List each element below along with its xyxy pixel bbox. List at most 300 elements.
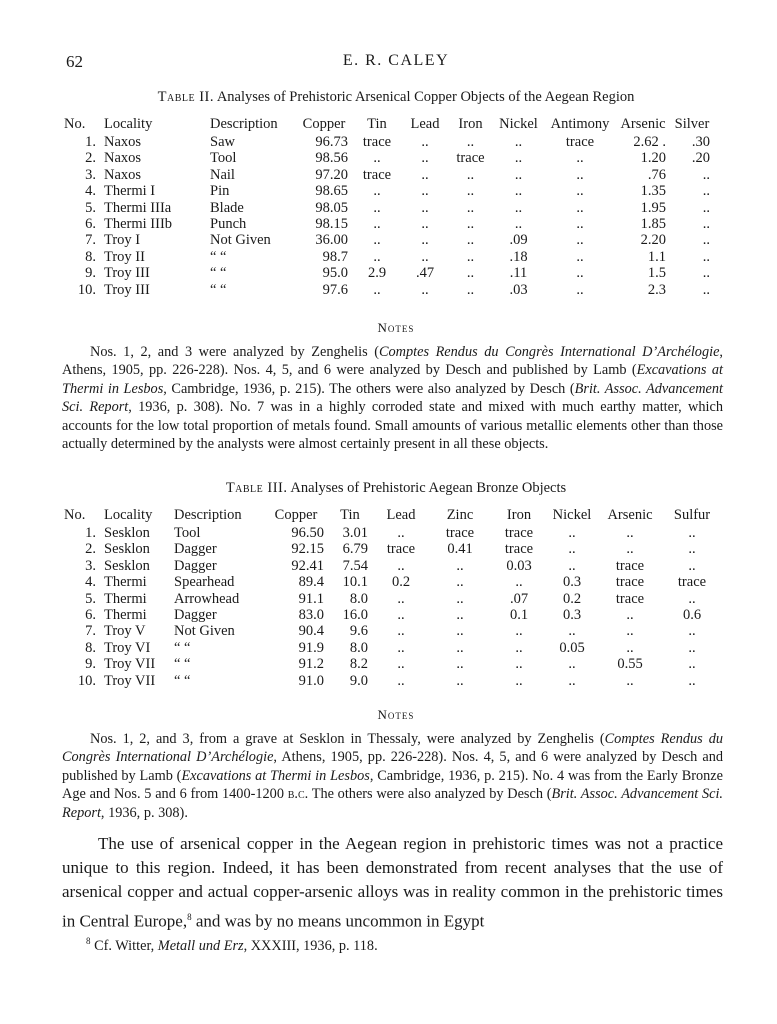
table-cell: .. [397, 656, 405, 673]
table-cell: Spearhead [174, 574, 235, 591]
table-cell: Tool [174, 525, 201, 541]
table-cell: .. [466, 183, 475, 200]
table3-caption [66, 480, 726, 497]
table-cell: 95.0 [322, 265, 348, 282]
table-cell: 97.6 [322, 281, 348, 298]
table-cell: .. [456, 656, 464, 673]
table-cell: .. [514, 199, 523, 216]
table-cell: 96.50 [291, 525, 324, 541]
table-cell: .. [576, 232, 584, 249]
table-cell: 96.73 [315, 134, 348, 150]
table-cell: 9.6 [349, 623, 368, 640]
table-cell: 98.15 [315, 216, 348, 233]
table-cell: Troy VI [104, 639, 151, 656]
table-row [60, 282, 714, 298]
footnote-source: Metall und Erz [157, 937, 244, 954]
table-cell: Troy VII [104, 656, 156, 673]
table-cell: Dagger [174, 541, 217, 558]
table-cell: .20 [691, 150, 710, 167]
table3-notes [62, 730, 723, 822]
table-cell: .. [576, 150, 584, 167]
table-cell: 8.0 [349, 590, 368, 607]
table-cell: .. [456, 557, 464, 574]
table-cell: 1. [85, 134, 96, 150]
table-cell: .. [397, 639, 405, 656]
table-cell: Troy III [104, 281, 150, 298]
table2 [60, 114, 714, 298]
table-cell: Not Given [210, 232, 271, 249]
table-cell: 7. [85, 623, 96, 640]
table-cell: .. [466, 134, 475, 150]
table-row [60, 525, 720, 541]
table-cell: 10.1 [342, 574, 368, 591]
table-row [60, 656, 720, 672]
table2-notes [62, 343, 723, 453]
table-row [60, 673, 720, 689]
table-cell: .. [688, 623, 696, 640]
table-cell: .. [702, 265, 710, 282]
table-cell: Naxos [104, 150, 142, 167]
table-row [60, 558, 720, 574]
table-cell: 1.1 [647, 248, 666, 265]
table-cell: .. [568, 525, 576, 541]
table-cell: Troy VII [104, 672, 156, 689]
table-cell: .. [576, 248, 584, 265]
table-cell: “ “ [174, 672, 191, 689]
table-row [60, 623, 720, 639]
table-cell: .. [576, 183, 584, 200]
table-row [60, 150, 714, 166]
table3-column-header: Iron [506, 506, 532, 523]
table-cell: 98.7 [322, 248, 348, 265]
table-cell: 97.20 [315, 166, 348, 183]
table-cell: 98.65 [315, 183, 348, 200]
table-cell: .. [626, 525, 634, 541]
body-text: The use of arsenical copper in the Aegean region in prehistoric times was not a practice unique to this region. Indeed, it has been demonstrated from recent analyses that the use of arsenical copper and actual copper-arsenic alloys was in reality common in the prehistoric times in Central Europe, [62, 834, 723, 931]
table-cell: Sesklon [104, 557, 150, 574]
table-cell: 90.4 [298, 623, 324, 640]
body-paragraph [62, 832, 723, 933]
table-cell: .. [576, 166, 584, 183]
table3-notes-title: Notes [377, 707, 415, 722]
table-cell: .. [373, 199, 381, 216]
table-cell: 3. [85, 166, 96, 183]
table-cell: .. [373, 183, 381, 200]
table-cell: “ “ [210, 281, 227, 298]
table-cell: 9.0 [349, 672, 368, 689]
table-cell: .30 [691, 134, 710, 150]
table-cell: trace [504, 541, 534, 558]
table2-column-header: Arsenic [620, 115, 666, 132]
table3-column-header: Tin [340, 506, 360, 523]
table-cell: trace [677, 574, 707, 591]
table-cell: trace [445, 525, 475, 541]
table-cell: Blade [210, 199, 244, 216]
table-cell: 0.2 [562, 590, 582, 607]
table-cell: .. [397, 557, 405, 574]
table-cell: .. [576, 265, 584, 282]
table-cell: 91.9 [298, 639, 324, 656]
table-cell: 10. [77, 672, 96, 689]
table-cell: 36.00 [315, 232, 348, 249]
table-cell: “ “ [210, 248, 227, 265]
table-cell: .. [514, 216, 523, 233]
running-head: E. R. CALEY [342, 52, 450, 69]
table-cell: .. [515, 656, 523, 673]
footnote-ref: 8 [187, 911, 192, 922]
table-cell: .. [421, 183, 429, 200]
table-cell: .. [515, 574, 523, 591]
table-cell: Thermi I [104, 183, 156, 200]
notes2-citation: Excavations at Thermi in Lesbos [62, 362, 723, 397]
table-cell: 0.1 [509, 607, 529, 624]
table-cell: Sesklon [104, 541, 150, 558]
table-cell: trace [504, 525, 534, 541]
table-cell: .. [688, 672, 696, 689]
table-cell: .. [421, 150, 429, 167]
table-cell: 92.15 [291, 541, 324, 558]
table3-title: Analyses of Prehistoric Aegean Bronze Objects [290, 480, 567, 496]
notes3-text: , Cambridge, 1936, p. 215). No. 4 was from the Early Bronze Age and Nos. 5 and 6 from 1400-1200 [62, 767, 723, 803]
table-cell: .. [688, 525, 696, 541]
table-cell: Arrowhead [174, 590, 240, 607]
table-cell: .. [568, 656, 576, 673]
table-cell: 98.05 [315, 199, 348, 216]
table2-label: Table II. [157, 89, 214, 105]
table-cell: 8.0 [349, 639, 368, 656]
notes2-text: , 1936, p. 308). No. 7 was in a highly corroded state and mixed with much earthy matter, which accounts for the low total proportion of metals found. Small amounts of various metallic elements other than those actually determined by the analysts were almost certainly present in all these objects. [62, 399, 723, 453]
table-cell: trace [615, 590, 645, 607]
table-cell: trace [362, 166, 392, 183]
table-cell: 2.9 [367, 265, 387, 282]
table-cell: .. [568, 557, 576, 574]
footnote-mark: 8 [86, 936, 91, 946]
table3-label: Table III. [225, 480, 288, 496]
table2-caption [66, 89, 726, 106]
table3-column-header: Description [174, 506, 242, 523]
table-cell: .18 [509, 248, 528, 265]
table-cell: .. [397, 525, 405, 541]
table-cell: 91.0 [298, 672, 324, 689]
table-row [60, 216, 714, 232]
table-row [60, 249, 714, 265]
table-cell: .. [702, 166, 710, 183]
table-cell: Troy V [104, 623, 146, 640]
table-cell: 2.62 . [633, 134, 666, 150]
table2-column-header: Silver [674, 115, 710, 132]
page-header [66, 52, 726, 74]
table-cell: .. [688, 590, 696, 607]
table2-column-header: Copper [302, 115, 346, 132]
table3 [60, 505, 720, 689]
table-cell: Dagger [174, 607, 217, 624]
table-cell: .. [702, 232, 710, 249]
table-cell: Thermi [104, 590, 147, 607]
table-cell: 91.1 [298, 590, 324, 607]
table-cell: .. [421, 134, 429, 150]
table-cell: Troy I [104, 232, 141, 249]
table-cell: .. [688, 656, 696, 673]
notes2-text: Nos. 1, 2, and 3 were analyzed by Zenghelis ( [90, 344, 379, 360]
table2-column-header: Locality [104, 115, 153, 132]
table-row [60, 167, 714, 183]
table3-column-header: Lead [386, 506, 416, 523]
table-cell: 3.01 [342, 525, 368, 541]
table-cell: 2. [85, 541, 96, 558]
table-cell: trace [386, 541, 416, 558]
notes3-text: , 1936, p. 308). [100, 804, 188, 821]
table3-column-header: Copper [274, 506, 318, 523]
table-cell: .. [373, 150, 381, 167]
table-cell: .. [397, 590, 405, 607]
table-cell: Troy III [104, 265, 150, 282]
table-cell: 83.0 [298, 607, 324, 624]
table-cell: 8.2 [349, 656, 368, 673]
table-cell: 7. [85, 232, 96, 249]
table-cell: .. [421, 199, 429, 216]
table2-column-header: Description [210, 115, 278, 132]
table-cell: .11 [509, 265, 528, 282]
table-cell: Naxos [104, 134, 142, 150]
table-cell: .. [466, 232, 475, 249]
table-cell: 10. [77, 281, 96, 298]
table-cell: 0.3 [562, 574, 582, 591]
table-cell: .. [626, 672, 634, 689]
table-cell: trace [615, 557, 645, 574]
table-cell: .. [397, 623, 405, 640]
table-cell: .. [514, 134, 523, 150]
table-cell: .. [688, 639, 696, 656]
table-cell: 6. [85, 216, 96, 233]
table3-column-header: Locality [104, 506, 153, 523]
table-cell: Pin [210, 183, 230, 200]
table-cell: .. [576, 216, 584, 233]
table-row [60, 200, 714, 216]
table-cell: .. [466, 216, 475, 233]
table-cell: .. [514, 150, 523, 167]
table-cell: Thermi IIIb [104, 216, 173, 233]
table2-column-header: Tin [367, 115, 387, 132]
table-cell: 8. [85, 248, 96, 265]
table-cell: .. [466, 199, 475, 216]
table-cell: .. [568, 623, 576, 640]
table-row [60, 232, 714, 248]
table3-column-header: Zinc [446, 506, 474, 523]
table-cell: Troy II [104, 248, 145, 265]
body-text: and was by no means uncommon in Egypt [191, 911, 485, 931]
table2-column-header: Lead [410, 115, 440, 132]
table-cell: .. [688, 541, 696, 558]
table-cell: .. [702, 248, 710, 265]
table-cell: .. [515, 639, 523, 656]
table-cell: .. [421, 232, 429, 249]
table2-column-header: Antimony [550, 115, 610, 132]
notes2-citation: Comptes Rendus du Congrès International D’Archélogie [378, 344, 720, 360]
table2-column-header: No. [64, 115, 86, 132]
table-cell: 1.20 [640, 150, 666, 167]
table-row [60, 607, 720, 623]
table-cell: 0.03 [506, 557, 532, 574]
table-cell: 0.55 [617, 656, 643, 673]
table-cell: .. [456, 639, 464, 656]
table-cell: 7.54 [342, 557, 368, 574]
table-cell: .. [397, 672, 405, 689]
table-cell: .. [514, 183, 523, 200]
notes3-text: The others were also analyzed by Desch ( [308, 786, 552, 803]
table-cell: .. [568, 672, 576, 689]
table-cell: 4. [85, 574, 96, 591]
table-cell: 0.2 [391, 574, 411, 591]
table-cell: .76 [647, 166, 666, 183]
notes3-citation: Comptes Rendus du Congrès International D’Archélogie [62, 731, 723, 766]
table3-column-header: Nickel [552, 506, 592, 523]
table-cell: 16.0 [342, 607, 368, 624]
table2-column-header: Nickel [499, 115, 538, 132]
table-cell: .. [466, 166, 475, 183]
table-cell: .. [688, 557, 696, 574]
notes3-citation: Brit. Assoc. Advancement Sci. Report [62, 786, 723, 821]
table-cell: .03 [509, 281, 528, 298]
table-cell: Not Given [174, 623, 235, 640]
notes3-era: b.c. [287, 786, 309, 803]
table-cell: .. [626, 639, 634, 656]
table-cell: Thermi IIIa [104, 199, 172, 216]
table-cell: 1.5 [647, 265, 666, 282]
table2-notes-title: Notes [377, 320, 415, 335]
table-cell: 92.41 [291, 557, 324, 574]
table-row [60, 265, 714, 281]
table-cell: .. [515, 623, 523, 640]
table-row [60, 574, 720, 590]
table-cell: .. [702, 199, 710, 216]
table-cell: .. [456, 574, 464, 591]
table-cell: .. [373, 248, 381, 265]
table-cell: 3. [85, 557, 96, 574]
table-cell: .. [626, 623, 634, 640]
table-cell: .09 [509, 232, 528, 249]
table-cell: .. [466, 281, 475, 298]
table-cell: Dagger [174, 557, 217, 574]
table-row [60, 541, 720, 557]
table-cell: .. [421, 166, 429, 183]
table-cell: 8. [85, 639, 96, 656]
table-cell: 6. [85, 607, 96, 624]
table-cell: Tool [210, 150, 237, 167]
table-cell: “ “ [210, 265, 227, 282]
table-cell: .. [397, 607, 405, 624]
table-cell: trace [615, 574, 645, 591]
table-cell: .. [626, 541, 634, 558]
footnote-text: , XXXIII, 1936, p. 118. [243, 937, 378, 954]
table-cell: 91.2 [298, 656, 324, 673]
page-number: 62 [66, 52, 83, 71]
table-cell: “ “ [174, 639, 191, 656]
footnote [86, 936, 378, 955]
table-cell: .. [456, 623, 464, 640]
table-cell: “ “ [174, 656, 191, 673]
table-cell: 0.41 [447, 541, 473, 558]
table-cell: .. [702, 216, 710, 233]
table-cell: .. [373, 232, 381, 249]
table3-column-header: Sulfur [673, 506, 711, 523]
table-cell: .47 [415, 265, 435, 282]
table-cell: .. [373, 216, 381, 233]
notes2-text: , Cambridge, 1936, p. 215). The others were also analyzed by Desch ( [163, 380, 575, 397]
table-cell: 1.35 [640, 183, 666, 200]
table-cell: .. [466, 265, 475, 282]
table-cell: 6.79 [342, 541, 368, 558]
table-cell: .. [456, 607, 464, 624]
table-cell: .. [421, 216, 429, 233]
table-cell: 1.95 [640, 199, 666, 216]
table-cell: .07 [509, 590, 529, 607]
footnote-text: Cf. Witter, [90, 937, 158, 954]
table-cell: .. [373, 281, 381, 298]
table2-header-row [60, 114, 714, 134]
table-cell: 2.3 [647, 281, 666, 298]
table-cell: Naxos [104, 166, 142, 183]
table-cell: .. [515, 672, 523, 689]
table-cell: Nail [210, 166, 235, 183]
table-cell: trace [456, 150, 485, 167]
table-cell: 2. [85, 150, 96, 167]
table-cell: 4. [85, 183, 96, 200]
table-cell: 98.56 [315, 150, 348, 167]
table3-column-header: Arsenic [607, 506, 653, 523]
notes2-text: , Athens, 1905, pp. 226-228). Nos. 4, 5, and 6 were analyzed by Desch and published by Lamb ( [62, 344, 723, 379]
table-cell: .. [568, 541, 576, 558]
table3-column-header: No. [64, 506, 86, 523]
table-cell: Punch [210, 216, 247, 233]
table-cell: .. [514, 166, 523, 183]
table-cell: Saw [210, 134, 235, 150]
table2-title: Analyses of Prehistoric Arsenical Copper Objects of the Aegean Region [216, 89, 635, 105]
table2-column-header: Iron [458, 115, 483, 132]
table-row [60, 183, 714, 199]
table-cell: 5. [85, 199, 96, 216]
table-cell: 9. [85, 265, 96, 282]
table-cell: 0.05 [559, 639, 585, 656]
table-row [60, 591, 720, 607]
table-cell: .. [576, 199, 584, 216]
table3-header-row [60, 505, 720, 525]
notes2-citation: Brit. Assoc. Advancement Sci. Report [62, 380, 724, 416]
notes3-citation: Excavations at Thermi in Lesbos [181, 767, 370, 784]
table-cell: trace [362, 134, 392, 150]
table-row [60, 134, 714, 150]
table-cell: 0.3 [562, 607, 582, 624]
table-cell: .. [702, 183, 710, 200]
table-row [60, 640, 720, 656]
table-cell: .. [421, 281, 429, 298]
table-cell: 9. [85, 656, 96, 673]
table-cell: .. [421, 248, 429, 265]
table-cell: .. [456, 590, 464, 607]
table-cell: .. [456, 672, 464, 689]
table-cell: .. [702, 281, 710, 298]
table-cell: Thermi [104, 574, 147, 591]
table-cell: .. [576, 281, 584, 298]
notes3-text: , Athens, 1905, pp. 226-228). Nos. 4, 5, and 6 were analyzed by Desch and published by Lamb ( [62, 749, 723, 784]
notes3-text: Nos. 1, 2, and 3, from a grave at Sesklon in Thessaly, were analyzed by Zenghelis ( [90, 731, 605, 747]
table-cell: .. [466, 248, 475, 265]
table-cell: 2.20 [640, 232, 666, 249]
table-cell: .. [626, 607, 634, 624]
table-cell: trace [565, 134, 595, 150]
table-cell: Thermi [104, 607, 147, 624]
table-cell: Sesklon [104, 525, 150, 541]
table-cell: 5. [85, 590, 96, 607]
